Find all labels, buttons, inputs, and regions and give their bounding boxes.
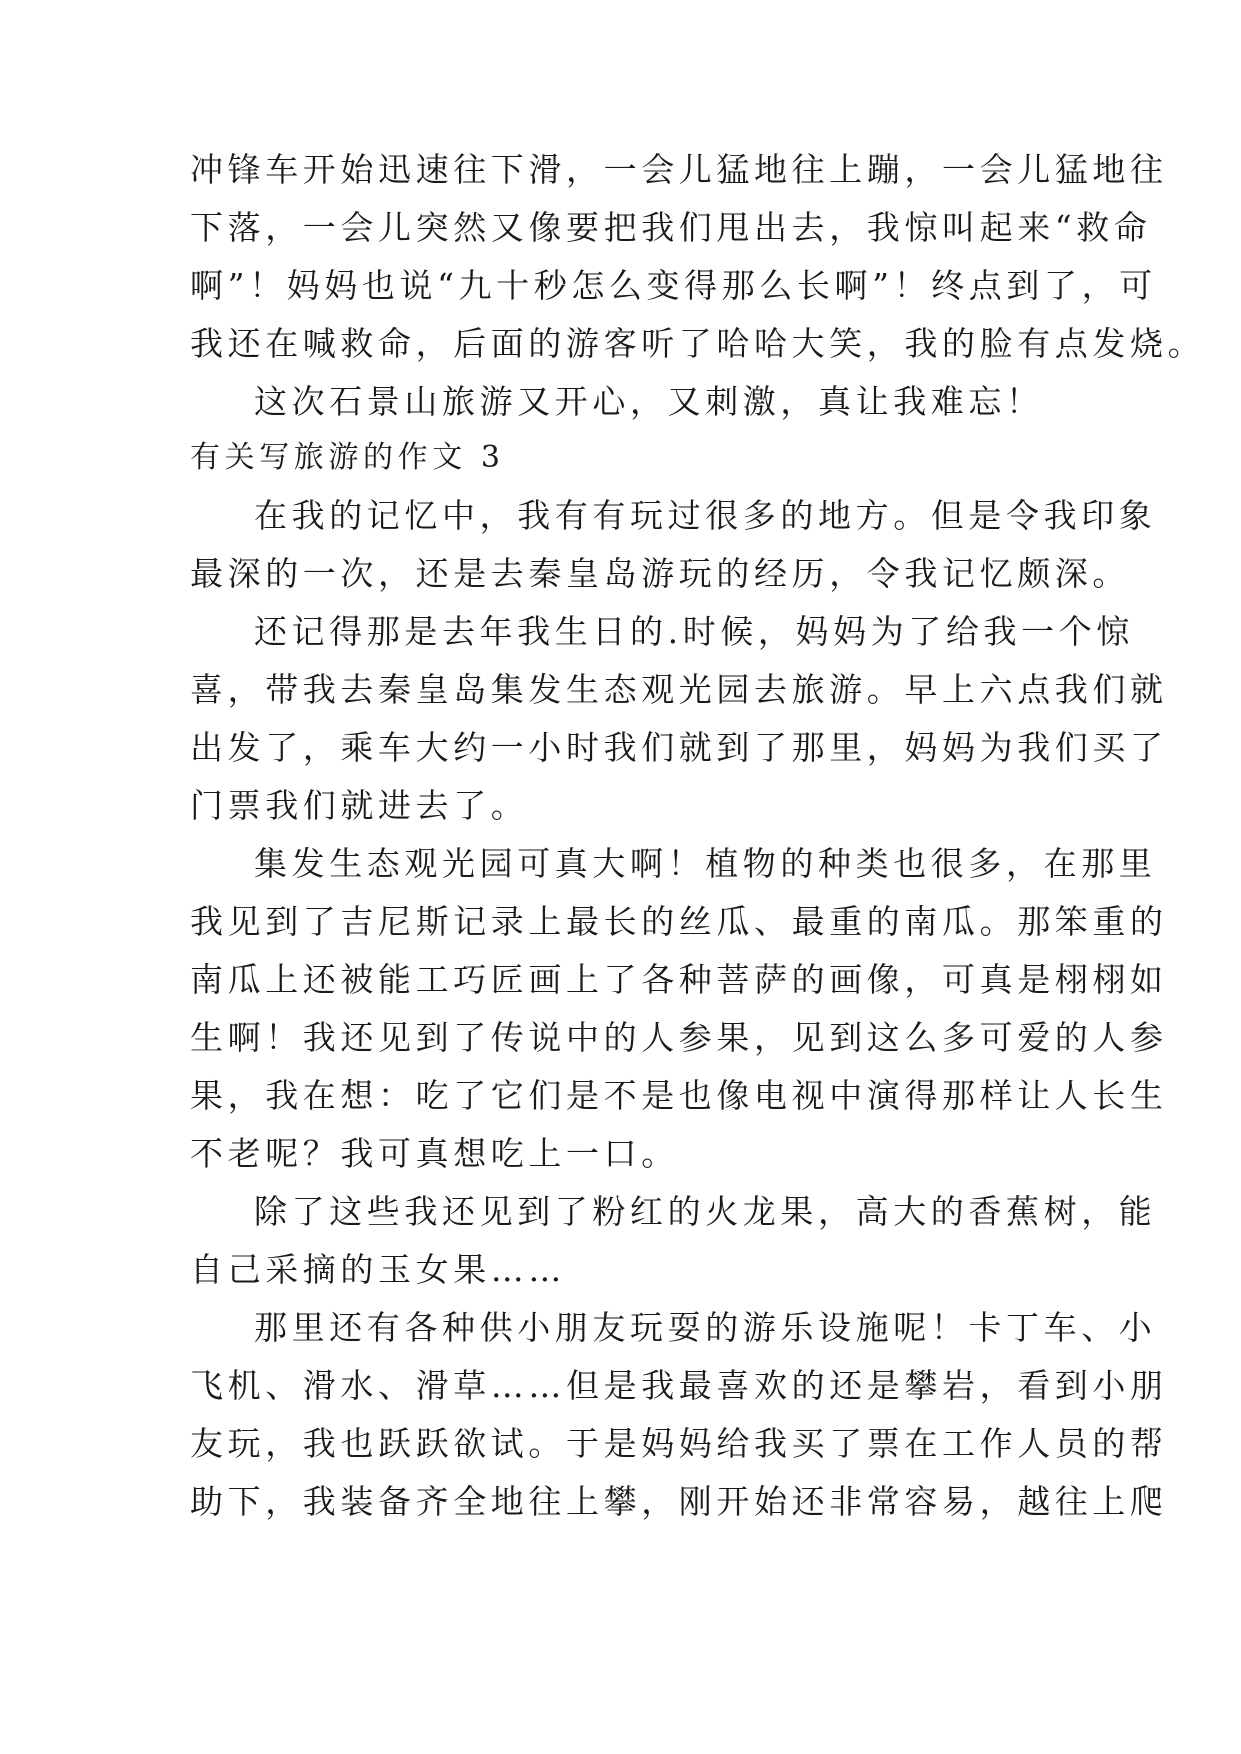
text-line: 生啊！我还见到了传说中的人参果，见到这么多可爱的人参 (190, 1018, 1168, 1057)
text-line: 门票我们就进去了。 (190, 786, 529, 825)
text-line: 飞机、滑水、滑草……但是我最喜欢的还是攀岩，看到小朋 (190, 1366, 1168, 1405)
text-line: 还记得那是去年我生日的.时候，妈妈为了给我一个惊 (254, 612, 1134, 651)
text-line: 南瓜上还被能工巧匠画上了各种菩萨的画像，可真是栩栩如 (190, 960, 1168, 999)
text-line: 我还在喊救命，后面的游客听了哈哈大笑，我的脸有点发烧。 (190, 324, 1206, 363)
text-line: 喜，带我去秦皇岛集发生态观光园去旅游。早上六点我们就 (190, 670, 1168, 709)
text-line: 不老呢？我可真想吃上一口。 (190, 1134, 679, 1173)
text-line: 最深的一次，还是去秦皇岛游玩的经历，令我记忆颇深。 (190, 554, 1130, 593)
text-line: 啊”！妈妈也说“九十秒怎么变得那么长啊”！终点到了，可 (190, 266, 1157, 305)
text-line: 那里还有各种供小朋友玩耍的游乐设施呢！卡丁车、小 (254, 1308, 1157, 1347)
text-line: 除了这些我还见到了粉红的火龙果，高大的香蕉树，能 (254, 1192, 1157, 1231)
text-line: 冲锋车开始迅速往下滑，一会儿猛地往上蹦，一会儿猛地往 (190, 150, 1168, 189)
text-line: 友玩，我也跃跃欲试。于是妈妈给我买了票在工作人员的帮 (190, 1424, 1168, 1463)
text-line: 果，我在想：吃了它们是不是也像电视中演得那样让人长生 (190, 1076, 1168, 1115)
text-line: 助下，我装备齐全地往上攀，刚开始还非常容易，越往上爬 (190, 1482, 1168, 1521)
text-line: 自己采摘的玉女果…… (190, 1250, 566, 1289)
section-heading: 有关写旅游的作文 3 (190, 440, 505, 475)
text-line: 这次石景山旅游又开心，又刺激，真让我难忘！ (254, 382, 1044, 421)
text-line: 下落，一会儿突然又像要把我们甩出去，我惊叫起来“救命 (190, 208, 1152, 247)
text-line: 集发生态观光园可真大啊！植物的种类也很多，在那里 (254, 844, 1157, 883)
text-line: 在我的记忆中，我有有玩过很多的地方。但是令我印象 (254, 496, 1157, 535)
text-line: 我见到了吉尼斯记录上最长的丝瓜、最重的南瓜。那笨重的 (190, 902, 1168, 941)
text-line: 出发了，乘车大约一小时我们就到了那里，妈妈为我们买了 (190, 728, 1168, 767)
